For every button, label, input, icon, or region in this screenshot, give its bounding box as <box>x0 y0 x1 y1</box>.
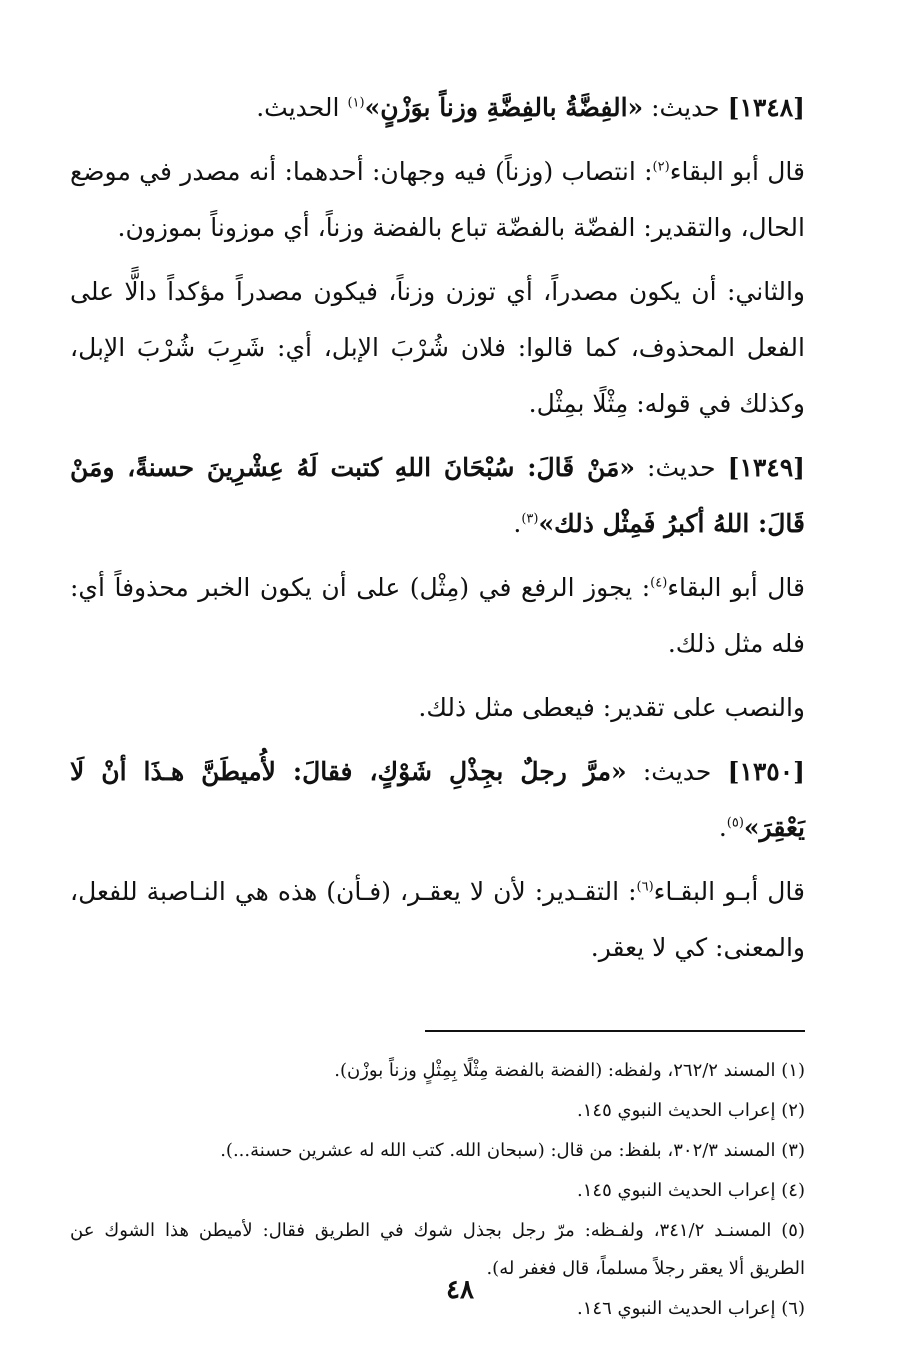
commentary-lead: قال أبو البقاء <box>667 573 805 602</box>
entry-lead: حديث: <box>643 93 728 122</box>
commentary-paragraph <box>70 864 805 976</box>
footnote-ref[interactable]: (٣) <box>521 511 539 527</box>
footnote-item <box>70 1092 805 1130</box>
commentary-paragraph <box>70 680 805 736</box>
commentary-text: : يجوز الرفع في (مِثْل) على أن يكون الخبر محذوفاً أي: فله مثل ذلك. <box>70 573 805 658</box>
commentary-lead: قال أبو البقاء <box>669 157 805 186</box>
commentary-paragraph <box>70 144 805 256</box>
entry-tail: . <box>718 813 727 842</box>
hadith-text: «الفِضَّةُ بالفِضَّةِ وزناً بوَزْنٍ» <box>364 93 644 122</box>
entry-number: [١٣٤٩] <box>727 453 805 482</box>
entry-tail: . <box>513 509 522 538</box>
page-number: ٤٨ <box>446 1275 474 1305</box>
footnote-text: إعراب الحديث النبوي ١٤٦. <box>577 1298 782 1319</box>
footnote-number: (٦) <box>781 1298 805 1319</box>
entry-1350 <box>70 744 805 856</box>
footnote-text: إعراب الحديث النبوي ١٤٥. <box>577 1100 782 1121</box>
footnote-item <box>70 1132 805 1170</box>
hadith-text: «مَنْ قَالَ: سُبْحَانَ اللهِ كتبت لَهُ عِشْرِينَ حسنةً، ومَنْ قَالَ: اللهُ أكبرُ فَمِثْل ذلك» <box>70 453 805 538</box>
footnote-ref[interactable]: (٢) <box>652 159 670 175</box>
entry-tail: الحديث. <box>256 93 348 122</box>
footnote-number: (٢) <box>781 1100 805 1121</box>
spacer <box>70 984 805 1024</box>
footnote-number: (٥) <box>781 1220 805 1241</box>
footnote-item <box>70 1052 805 1090</box>
footnote-number: (٣) <box>781 1140 805 1161</box>
commentary-text: والثاني: أن يكون مصدراً، أي توزن وزناً، فيكون مصدراً مؤكداً دالًّا على الفعل المحذوف، كما قالوا: فلان شُرْبَ الإبل، أي: شَرِبَ شُرْبَ الإبل، وكذلك في قوله: مِثْلًا بمِثْل. <box>70 277 805 418</box>
footnote-ref[interactable]: (٥) <box>726 815 744 831</box>
footnote-ref[interactable]: (٤) <box>650 575 668 591</box>
commentary-paragraph <box>70 560 805 672</box>
entry-lead: حديث: <box>635 453 728 482</box>
commentary-text: : التقـدير: لأن لا يعقـر، (فـأن) هذه هي النـاصبة للفعل، والمعنى: كي لا يعقر. <box>70 877 805 962</box>
footnote-ref[interactable]: (١) <box>347 95 365 111</box>
footnote-divider <box>425 1030 805 1032</box>
footnote-text: المسند ٣٠٢/٣، بلفظ: من قال: (سبحان الله. كتب الله له عشرين حسنة...). <box>220 1140 782 1161</box>
commentary-paragraph <box>70 264 805 432</box>
footnote-ref[interactable]: (٦) <box>636 879 654 895</box>
footnote-text: المسند ٢٦٢/٢، ولفظه: (الفضة بالفضة مِثْلًا بِمِثْلٍ وزناً بوزْن). <box>334 1060 782 1081</box>
footnote-number: (٤) <box>781 1180 805 1201</box>
footnote-number: (١) <box>781 1060 805 1081</box>
entry-1348 <box>70 80 805 136</box>
footnote-item <box>70 1172 805 1210</box>
entry-1349 <box>70 440 805 552</box>
commentary-lead: قال أبـو البقـاء <box>653 877 805 906</box>
entry-number: [١٣٥٠] <box>727 757 805 786</box>
entry-number: [١٣٤٨] <box>727 93 805 122</box>
footnote-text: المسنـد ٣٤١/٢، ولفـظه: مرّ رجل بجذل شوك في الطريق فقال: لأميطن هذا الشوك عن الطريق ألا يعقر رجلاً مسلماً، قال فغفر له). <box>70 1220 805 1279</box>
hadith-text: «مرَّ رجلٌ بجِذْلِ شَوْكٍ، فقالَ: لأُميطَنَّ هـذَا أنْ لَا يَعْقِرَ» <box>70 757 805 842</box>
entry-lead: حديث: <box>626 757 728 786</box>
commentary-text: والنصب على تقدير: فيعطى مثل ذلك. <box>418 693 805 722</box>
footnote-text: إعراب الحديث النبوي ١٤٥. <box>577 1180 782 1201</box>
commentary-text: : انتصاب (وزناً) فيه وجهان: أحدهما: أنه مصدر في موضع الحال، والتقدير: الفضّة بالفضّة تباع بالفضة وزناً، أي موزوناً بموزون. <box>70 157 805 242</box>
